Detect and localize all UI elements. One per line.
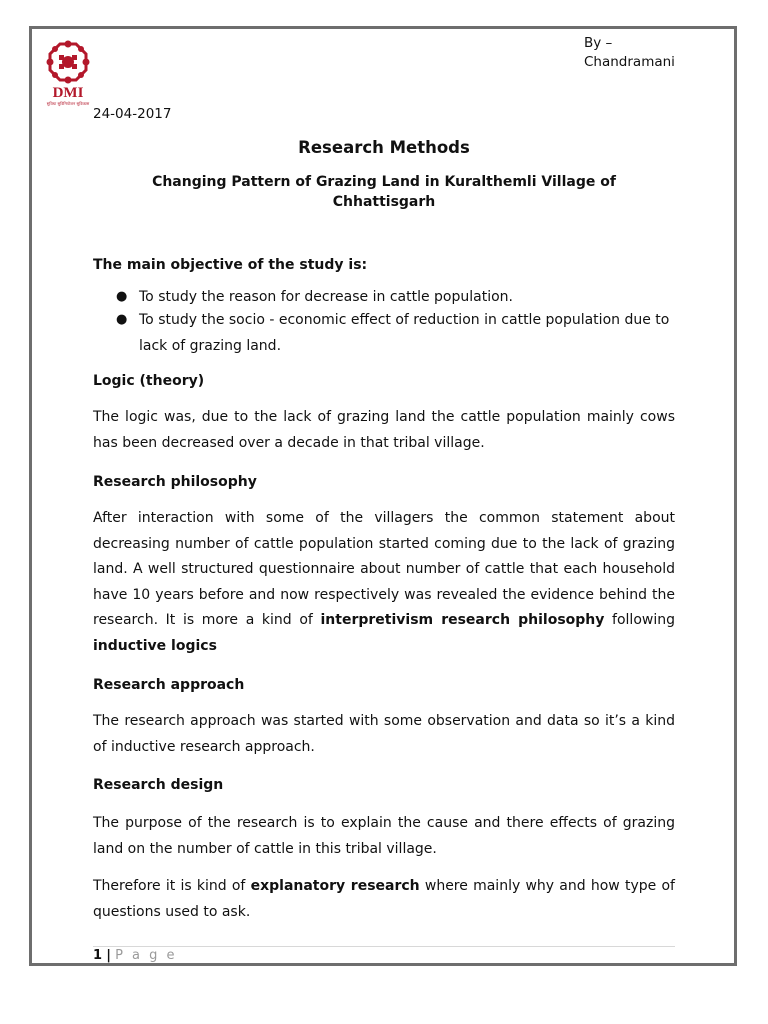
emphasis-logics: inductive logics xyxy=(93,637,217,654)
page-number: 1 xyxy=(93,948,103,963)
footer-separator: | xyxy=(106,948,111,963)
page-footer xyxy=(93,948,177,963)
author-block xyxy=(584,34,675,72)
design-paragraph-2: Therefore it is kind of explanatory research where mainly why and how type of questions used to ask. xyxy=(93,878,675,920)
bullet-icon: ● xyxy=(116,289,128,304)
footer-divider xyxy=(93,946,675,947)
philosophy-heading: Research philosophy xyxy=(93,474,257,490)
emphasis-philosophy: interpretivism research philosophy xyxy=(320,612,605,628)
logic-heading: Logic (theory) xyxy=(93,373,205,389)
list-item: ● To study the reason for decrease in cattle population. xyxy=(116,289,513,305)
bullet-icon: ● xyxy=(116,312,128,327)
document-subtitle: Changing Pattern of Grazing Land in Kuralthemli Village of Chhattisgarh xyxy=(152,174,616,210)
document-title: Research Methods xyxy=(298,138,470,157)
page-label: P a g e xyxy=(115,948,178,963)
svg-text:सुविधा सुविनियोजन सुविकास: सुविधा सुविनियोजन सुविकास xyxy=(46,101,90,106)
author-by: By – xyxy=(584,35,613,51)
logic-paragraph: The logic was, due to the lack of grazing land the cattle population mainly cows has been decreased over a decade in that tribal village. xyxy=(93,409,675,451)
author-name: Chandramani xyxy=(584,54,675,70)
objective-list xyxy=(93,287,675,359)
philosophy-paragraph: After interaction with some of the villagers the common statement about decreasing number of cattle population started coming due to the lack of grazing land. A well structured questionnaire about number of cattle that each household have 10 years before and now respectively was revealed the evidence behind the research. It is more a kind of interpretivism research philosophy following inductive logics xyxy=(93,510,675,654)
approach-heading: Research approach xyxy=(93,677,245,693)
document-date: 24-04-2017 xyxy=(93,106,172,122)
dmi-logo xyxy=(44,40,92,108)
emphasis-explanatory: explanatory research xyxy=(250,878,420,894)
design-heading: Research design xyxy=(93,777,224,793)
svg-text:DMI: DMI xyxy=(52,85,84,101)
objective-heading: The main objective of the study is: xyxy=(93,257,368,273)
list-item: ● To study the socio - economic effect of reduction in cattle population due to lack of grazing land. xyxy=(93,307,675,359)
design-paragraph-1: The purpose of the research is to explain the cause and there effects of grazing land on the number of cattle in this tribal village. xyxy=(93,815,675,857)
approach-paragraph: The research approach was started with some observation and data so it’s a kind of inductive research approach. xyxy=(93,713,675,755)
